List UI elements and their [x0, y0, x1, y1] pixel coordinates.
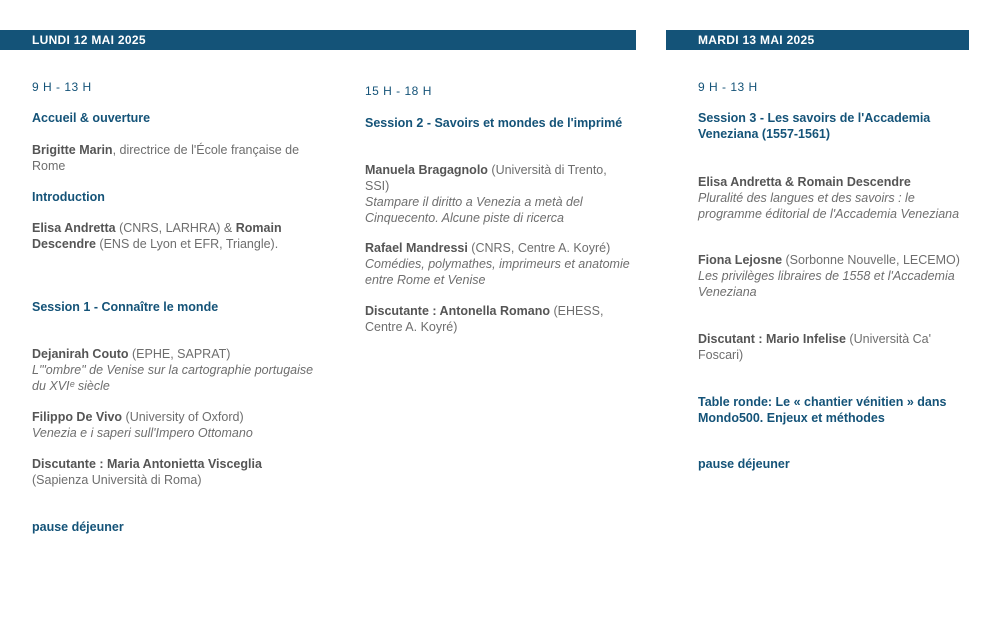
talk-title: L'"ombre" de Venise sur la cartographie portugaise du XVIᵉ siècle	[32, 363, 314, 393]
talk-entry	[365, 162, 630, 226]
time-slot: 9 H - 13 H	[32, 80, 92, 94]
speaker-role: , directrice de l'École française de Rome	[32, 143, 300, 173]
discussant-name: Discutante : Maria Antonietta Visceglia	[32, 457, 262, 471]
speaker-affiliation: (ENS de Lyon et EFR, Triangle).	[95, 237, 279, 251]
speaker-name: Manuela Bragagnolo	[365, 163, 488, 177]
speaker-affiliation: (CNRS, LARHRA) &	[115, 221, 236, 235]
lunch-break: pause déjeuner	[698, 457, 790, 471]
time-slot: 15 H - 18 H	[365, 84, 432, 98]
session-heading: Session 1 - Connaître le monde	[32, 300, 219, 314]
welcome-heading: Accueil & ouverture	[32, 111, 151, 125]
talk-title: Comédies, polymathes, imprimeurs et anatomie entre Rome et Venise	[365, 257, 630, 287]
speaker-name: Rafael Mandressi	[365, 241, 468, 255]
speaker-affiliation: (EPHE, SAPRAT)	[128, 347, 231, 361]
talk-entry	[32, 346, 317, 394]
speaker-name: Elisa Andretta	[32, 221, 116, 235]
talk-entry	[698, 174, 960, 222]
lunch-break: pause déjeuner	[32, 520, 124, 534]
discussant-affiliation: (Sapienza Università di Roma)	[32, 473, 202, 487]
speaker-affiliation: (University of Oxford)	[122, 410, 244, 424]
discussant-affiliation: (Università Ca' Foscari)	[698, 332, 931, 362]
discussant-entry	[365, 303, 630, 335]
discussant-name: Discutante : Antonella Romano	[365, 304, 550, 318]
talk-title: Stampare il diritto a Venezia a metà del Cinquecento. Alcune piste di ricerca	[365, 195, 583, 225]
time-slot: 9 H - 13 H	[698, 80, 758, 94]
round-table-heading: Table ronde: Le « chantier vénitien » dans Mondo500. Enjeux et méthodes	[698, 395, 947, 425]
talk-title: Venezia e i saperi sull'Impero Ottomano	[32, 426, 253, 440]
speaker-affiliation: (Università di Trento, SSI)	[365, 163, 607, 193]
introduction-heading: Introduction	[32, 190, 105, 204]
speaker-name: Romain Descendre	[32, 221, 282, 251]
speaker-name: Fiona Lejosne	[698, 253, 783, 267]
speaker-affiliation: (Sorbonne Nouvelle, LECEMO)	[782, 253, 960, 267]
talk-entry	[365, 240, 630, 288]
talk-entry	[32, 409, 317, 441]
session-heading: Session 3 - Les savoirs de l'Accademia Veneziana (1557-1561)	[698, 111, 931, 141]
discussant-name: Discutant : Mario Infelise	[698, 332, 846, 346]
talk-entry	[698, 252, 960, 300]
speaker-name: Dejanirah Couto	[32, 347, 129, 361]
day-header-label: MARDI 13 MAI 2025	[698, 33, 815, 47]
discussant-entry	[698, 331, 960, 363]
talk-title: Pluralité des langues et des savoirs : le programme éditorial de l'Accademia Veneziana	[698, 191, 960, 221]
speaker-entry	[32, 220, 317, 252]
day-header-tuesday	[666, 30, 969, 50]
talk-title: Les privilèges libraires de 1558 et l'Accademia Veneziana	[698, 269, 955, 299]
speaker-name: Brigitte Marin	[32, 143, 113, 157]
discussant-affiliation: (EHESS, Centre A. Koyré)	[365, 304, 604, 334]
speaker-entry	[32, 142, 312, 174]
discussant-entry	[32, 456, 317, 488]
day-header-monday	[0, 30, 636, 50]
speaker-affiliation: (CNRS, Centre A. Koyré)	[467, 241, 611, 255]
session-heading: Session 2 - Savoirs et mondes de l'imprimé	[365, 116, 623, 130]
speaker-name: Filippo De Vivo	[32, 410, 123, 424]
speaker-name: Elisa Andretta & Romain Descendre	[698, 175, 911, 189]
day-header-label: LUNDI 12 MAI 2025	[32, 33, 146, 47]
